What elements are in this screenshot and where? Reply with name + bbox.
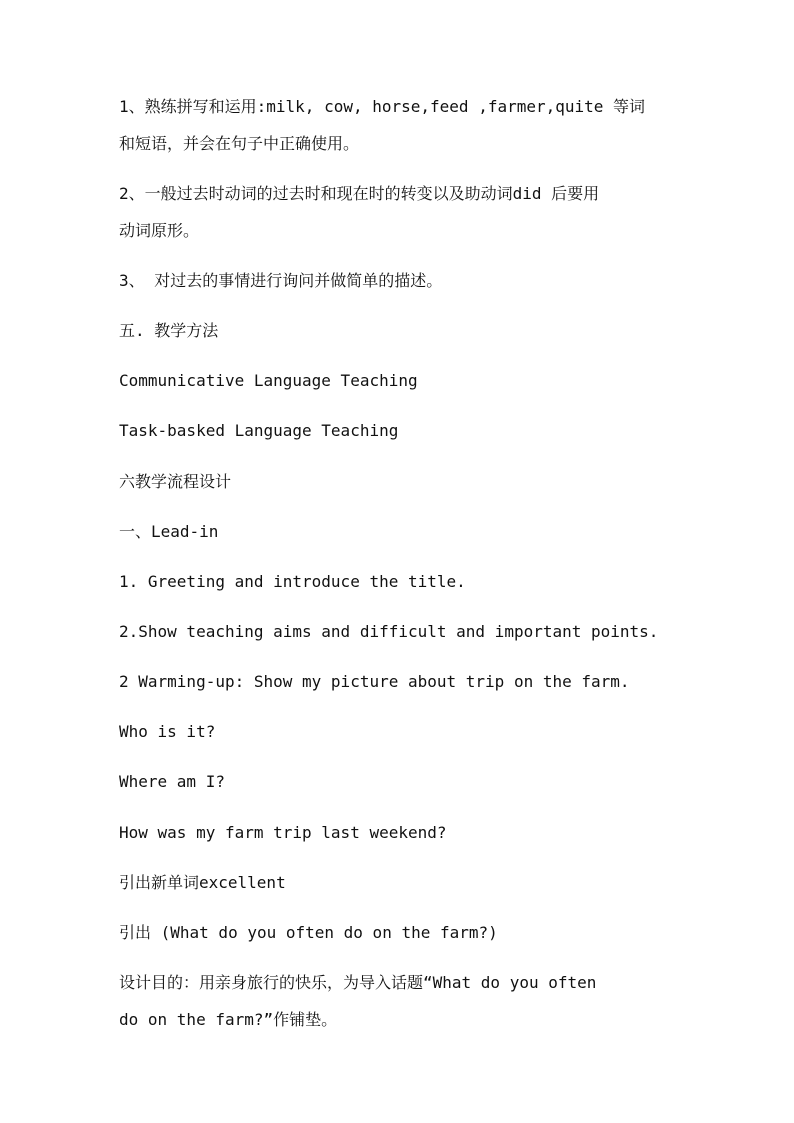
objective-2-line-1: 2、一般过去时动词的过去时和现在时的转变以及助动词did 后要用 [119,184,600,203]
question-who: Who is it? [119,722,216,741]
objective-1-line-2: 和短语，并会在句子中正确使用。 [119,134,360,153]
objective-3: 3、 对过去的事情进行询问并做简单的描述。 [119,271,443,290]
design-purpose-line-1: 设计目的：用亲身旅行的快乐，为导入话题“What do you often [119,973,597,992]
subheading-lead-in: 一、Lead-in [119,522,219,541]
question-how: How was my farm trip last weekend? [119,823,447,842]
method-communicative: Communicative Language Teaching [119,371,418,390]
section-heading-teaching-process: 六教学流程设计 [119,472,232,491]
objective-2-line-2: 动词原形。 [119,221,200,240]
step-warming-up: 2 Warming-up: Show my picture about trip on the farm. [119,672,630,691]
step-greeting: 1. Greeting and introduce the title. [119,572,466,591]
lead-question-line: 引出 (What do you often do on the farm?) [119,923,498,942]
objective-1-line-1: 1、熟练拼写和运用:milk, cow, horse,feed ,farmer,quite 等词 [119,97,646,116]
method-task-based: Task-basked Language Teaching [119,421,399,440]
question-where: Where am I? [119,772,225,791]
section-heading-teaching-methods: 五. 教学方法 [119,321,219,340]
design-purpose-line-2: do on the farm?”作铺垫。 [119,1010,338,1029]
new-word-line: 引出新单词excellent [119,873,286,892]
step-show-aims: 2.Show teaching aims and difficult and important points. [119,622,659,641]
